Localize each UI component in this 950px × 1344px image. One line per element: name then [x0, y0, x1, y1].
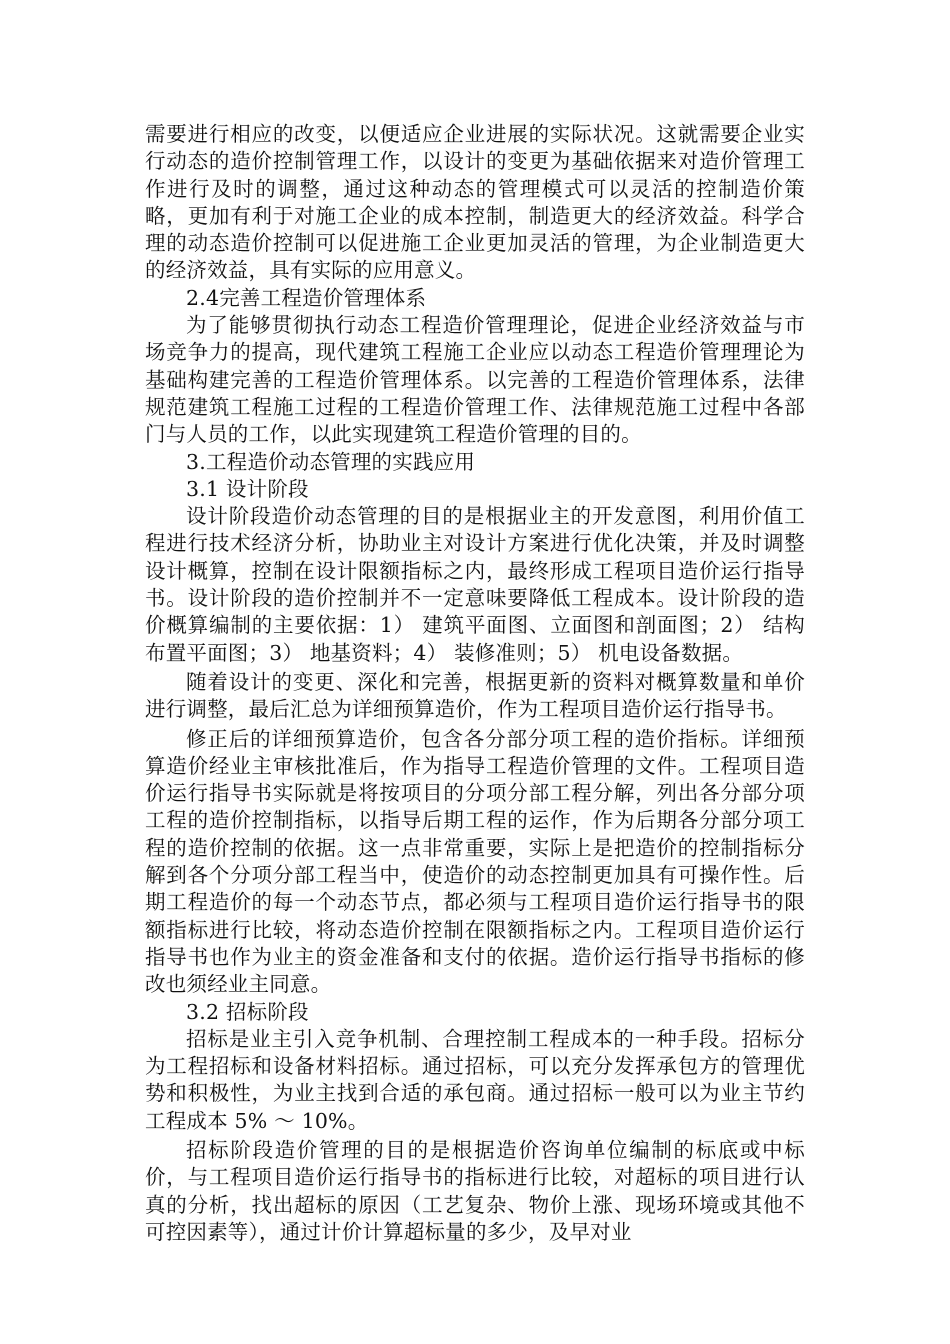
paragraph: 需要进行相应的改变，以便适应企业进展的实际状况。这就需要企业实行动态的造价控制管理工作，以设计的变更为基础依据来对造价管理工作进行及时的调整，通过这种动态的管理模式可以灵活的控制造价策略，更加有利于对施工企业的成本控制，制造更大的经济效益。科学合理的动态造价控制可以促进施工企业更加灵活的管理，为企业制造更大的经济效益，具有实际的应用意义。 [145, 122, 805, 283]
section-heading-2-4: 2.4完善工程造价管理体系 [186, 285, 427, 310]
paragraph: 招标是业主引入竞争机制、合理控制工程成本的一种手段。招标分为工程招标和设备材料招标。通过招标，可以充分发挥承包方的管理优势和积极性，为业主找到合适的承包商。通过招标一般可以为业主节约工程成本 5% ～ 10%。 [145, 1026, 805, 1133]
section-heading-3-2: 3.2 招标阶段 [186, 999, 309, 1024]
paragraph: 设计阶段造价动态管理的目的是根据业主的开发意图，利用价值工程进行技术经济分析，协助业主对设计方案进行优化决策，并及时调整设计概算，控制在设计限额指标之内，最终形成工程项目造价运行指导书。设计阶段的造价控制并不一定意味要降低工程成本。设计阶段的造价概算编制的主要依据：1） 建筑平面图、立面图和剖面图；2） 结构布置平面图；3） 地基资料；4） 装修准则；5） 机电设备数据。 [145, 504, 805, 665]
document-body [145, 121, 805, 1246]
paragraph: 随着设计的变更、深化和完善，根据更新的资料对概算数量和单价进行调整，最后汇总为详细预算造价，作为工程项目造价运行指导书。 [145, 669, 805, 722]
paragraph: 修正后的详细预算造价，包含各分部分项工程的造价指标。详细预算造价经业主审核批准后，作为指导工程造价管理的文件。工程项目造价运行指导书实际就是将按项目的分项分部工程分解，列出各分部分项工程的造价控制指标，以指导后期工程的运作，作为后期各分部分项工程的造价控制的依据。这一点非常重要，实际上是把造价的控制指标分解到各个分项分部工程当中，使造价的动态控制更加具有可操作性。后期工程造价的每一个动态节点，都必须与工程项目造价运行指导书的限额指标进行比较，将动态造价控制在限额指标之内。工程项目造价运行指导书也作为业主的资金准备和支付的依据。造价运行指导书指标的修改也须经业主同意。 [145, 726, 805, 997]
section-heading-3-1: 3.1 设计阶段 [186, 476, 309, 501]
section-heading-3: 3.工程造价动态管理的实践应用 [186, 449, 476, 474]
paragraph: 招标阶段造价管理的目的是根据造价咨询单位编制的标底或中标价，与工程项目造价运行指导书的指标进行比较，对超标的项目进行认真的分析，找出超标的原因（工艺复杂、物价上涨、现场环境或其他不可控因素等），通过计价计算超标量的多少，及早对业 [145, 1137, 805, 1244]
paragraph: 为了能够贯彻执行动态工程造价管理理论，促进企业经济效益与市场竞争力的提高，现代建筑工程施工企业应以动态工程造价管理理论为基础构建完善的工程造价管理体系。以完善的工程造价管理体系，法律规范建筑工程施工过程的工程造价管理工作、法律规范施工过程中各部门与人员的工作，以此实现建筑工程造价管理的目的。 [145, 313, 805, 447]
